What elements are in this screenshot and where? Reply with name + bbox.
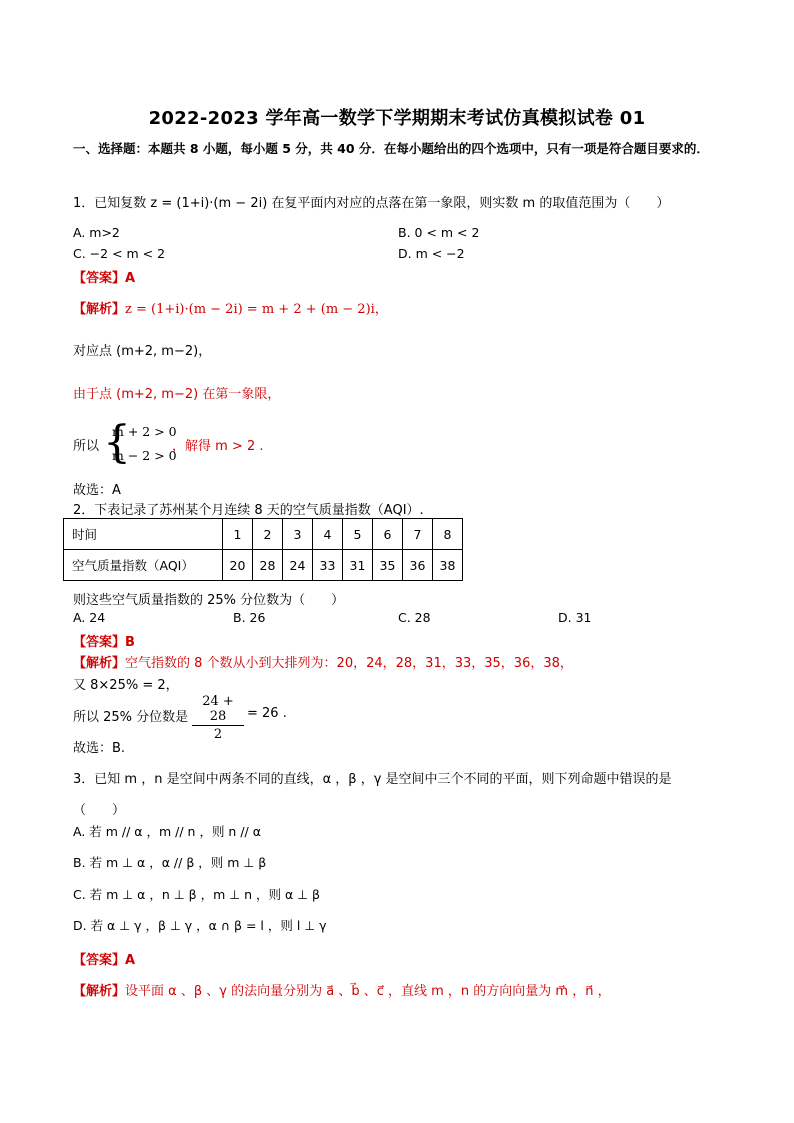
table-cell: 33 [313, 550, 343, 581]
q1-option-d: D. m < −2 [398, 246, 465, 261]
q2-option-d: D. 31 [558, 610, 592, 625]
q2-choice: 故选：B. [73, 741, 126, 756]
q1-system-eq-2: m − 2 > 0 [112, 448, 177, 463]
table-row [64, 519, 463, 550]
q2-option-a: A. 24 [73, 610, 106, 625]
q1-analysis-text-1: z = (1+i)·(m − 2i) = m + 2 + (m − 2)i， [125, 302, 388, 317]
q2-answer: 【答案】B [73, 635, 135, 650]
q3-answer: 【答案】A [73, 953, 136, 968]
q1-option-c: C. −2 < m < 2 [73, 246, 166, 261]
page-title: 2022-2023 学年高一数学下学期期末考试仿真模拟试卷 01 [148, 108, 646, 129]
q2-analysis-suffix: = 26 . [247, 706, 287, 721]
q1-option-a: A. m>2 [73, 225, 120, 240]
system-brace: { [103, 417, 131, 468]
table-cell: 31 [343, 550, 373, 581]
table-row-label: 时间 [64, 519, 223, 550]
q1-analysis-line-2: 对应点 (m+2, m−2)， [73, 344, 212, 359]
table-cell: 1 [223, 519, 253, 550]
table-cell: 6 [373, 519, 403, 550]
q2-analysis-line-1 [73, 652, 573, 671]
q3-stem-paren: （ ） [73, 803, 126, 818]
table-row [64, 550, 463, 581]
q1-choice: 故选：A [73, 483, 121, 498]
q3-option-b: B. 若 m ⊥ α ，α // β ，则 m ⊥ β [73, 855, 267, 870]
q3-option-a: A. 若 m // α ，m // n ，则 n // α [73, 824, 261, 839]
section-heading: 一、选择题：本题共 8 小题，每小题 5 分，共 40 分．在每小题给出的四个选项中，只有一项是符合题目要求的． [73, 141, 709, 156]
fraction-denominator: 2 [213, 727, 223, 742]
q2-analysis-line-2: 又 8×25% = 2， [73, 678, 179, 693]
fraction-numerator: 24 + 28 [202, 694, 234, 724]
q2-question: 则这些空气质量指数的 25% 分位数为（ ） [73, 593, 345, 608]
table-cell: 36 [403, 550, 433, 581]
q3-stem: 3．已知 m ，n 是空间中两条不同的直线，α ，β ，γ 是空间中三个不同的平面，则下列命题中错误的是 [73, 772, 672, 787]
q2-stem: 2．下表记录了苏州某个月连续 8 天的空气质量指数（AQI）. [73, 503, 424, 518]
q3-analysis-tag: 【解析】 [73, 984, 126, 999]
q2-analysis-tag: 【解析】 [73, 656, 126, 671]
table-cell: 20 [223, 550, 253, 581]
table-cell: 2 [253, 519, 283, 550]
q1-stem: 1．已知复数 z = (1+i)·(m − 2i) 在复平面内对应的点落在第一象限，则实数 m 的取值范围为（ ） [73, 196, 670, 211]
q1-analysis-suffix: ，解得 m > 2 . [172, 439, 264, 454]
table-cell: 5 [343, 519, 373, 550]
q2-option-c: C. 28 [398, 610, 431, 625]
fraction [192, 694, 244, 742]
table-cell: 3 [283, 519, 313, 550]
q1-analysis-line-3: 由于点 (m+2, m−2) 在第一象限， [73, 387, 281, 402]
table-cell: 4 [313, 519, 343, 550]
q2-option-b: B. 26 [233, 610, 266, 625]
q3-analysis-text-1: 设平面 α 、β 、γ 的法向量分别为 a⃗ 、b⃗ 、c⃗ ，直线 m ，n 的方向向量为 m⃗ ，n⃗ ， [125, 984, 611, 999]
q1-answer: 【答案】A [73, 271, 136, 286]
q3-analysis-line-1 [73, 980, 611, 999]
table-row-label: 空气质量指数（AQI） [64, 550, 223, 581]
q1-analysis-prefix: 所以 [73, 439, 100, 454]
q3-option-d: D. 若 α ⊥ γ ，β ⊥ γ ，α ∩ β = l ，则 l ⊥ γ [73, 918, 327, 933]
table-cell: 24 [283, 550, 313, 581]
table-cell: 28 [253, 550, 283, 581]
table-cell: 8 [433, 519, 463, 550]
table-cell: 38 [433, 550, 463, 581]
table-cell: 7 [403, 519, 433, 550]
q1-analysis-tag: 【解析】 [73, 302, 126, 317]
q2-analysis-text-1: 空气指数的 8 个数从小到大排列为：20，24，28，31，33，35，36，38， [125, 656, 573, 671]
q3-option-c: C. 若 m ⊥ α ，n ⊥ β ，m ⊥ n ，则 α ⊥ β [73, 887, 321, 902]
q2-analysis-prefix: 所以 25% 分位数是 [73, 710, 189, 725]
q1-option-b: B. 0 < m < 2 [398, 225, 480, 240]
aqi-table [63, 518, 463, 581]
q1-system-eq-1: m + 2 > 0 [112, 424, 177, 439]
q1-analysis-line-1 [73, 298, 388, 317]
fraction-bar [192, 725, 244, 726]
table-cell: 35 [373, 550, 403, 581]
